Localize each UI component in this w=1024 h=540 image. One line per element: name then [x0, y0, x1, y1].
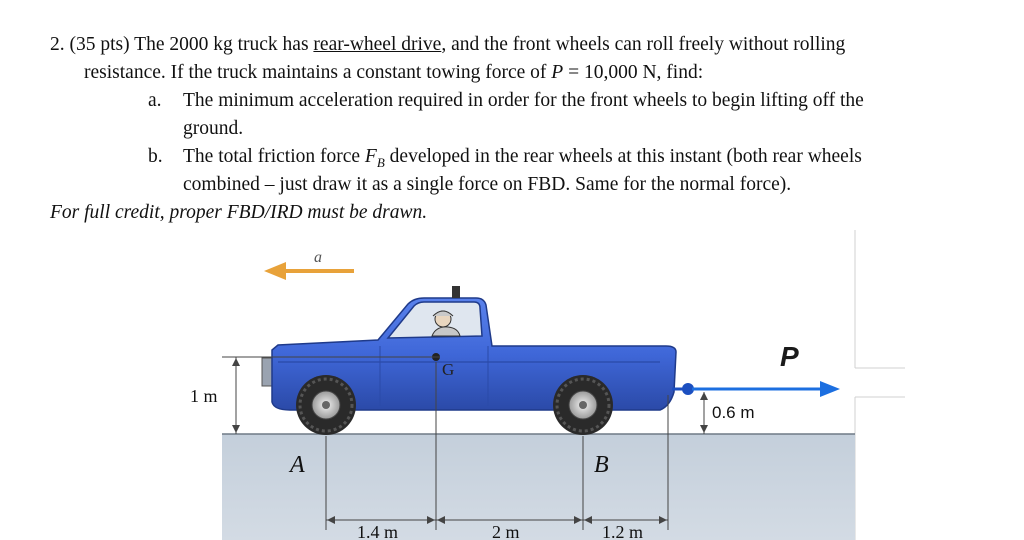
- rear-wheel: [296, 375, 356, 435]
- point-a-label: A: [290, 452, 305, 478]
- point-b-label: B: [594, 452, 609, 478]
- hitch-height-dimension: [700, 392, 708, 434]
- height-label: 1 m: [190, 386, 218, 406]
- problem-points: (35 pts): [69, 34, 130, 55]
- part-a-line-2: ground.: [183, 118, 244, 139]
- problem-intro-pre: The 2000 kg truck has: [134, 34, 314, 55]
- acceleration-label: a: [314, 249, 322, 266]
- dim-2-label: 2 m: [492, 522, 520, 540]
- figure-frame: [855, 230, 905, 540]
- acceleration-arrow: [264, 262, 354, 280]
- part-b-post: developed in the rear wheels at this instant (both rear wheels: [384, 146, 862, 167]
- part-b-line-2: combined – just draw it as a single force on FBD. Same for the normal force).: [183, 174, 792, 195]
- part-b-label: b.: [148, 146, 163, 167]
- problem-line2-pre: resistance. If the truck maintains a constant towing force of: [84, 62, 552, 83]
- problem-number: 2.: [50, 34, 65, 55]
- part-b-pre: The total friction force: [183, 146, 365, 167]
- dim-3-label: 1.2 m: [602, 522, 644, 540]
- rear-wheel-drive-text: rear-wheel drive: [313, 34, 442, 55]
- full-credit-note: For full credit, proper FBD/IRD must be drawn.: [50, 202, 428, 223]
- part-a-label: a.: [148, 90, 162, 111]
- ground: [222, 434, 855, 540]
- front-wheel: [553, 375, 613, 435]
- problem-intro-post: , and the front wheels can roll freely without rolling: [441, 34, 846, 55]
- truck: [262, 286, 694, 435]
- antenna-icon: [452, 286, 460, 298]
- friction-subscript: B: [376, 154, 385, 170]
- hitch-height-label: 0.6 m: [712, 403, 755, 422]
- center-of-gravity-label: G: [442, 360, 455, 379]
- force-symbol: P: [551, 62, 564, 83]
- part-a-line-1: The minimum acceleration required in order for the front wheels to begin lifting off the: [183, 90, 864, 111]
- force-p-arrow: [692, 381, 840, 397]
- force-p-label: P: [780, 341, 799, 372]
- friction-symbol: F: [364, 146, 377, 167]
- dim-1-label: 1.4 m: [357, 522, 399, 540]
- problem-line2-post: = 10,000 N, find:: [563, 62, 704, 83]
